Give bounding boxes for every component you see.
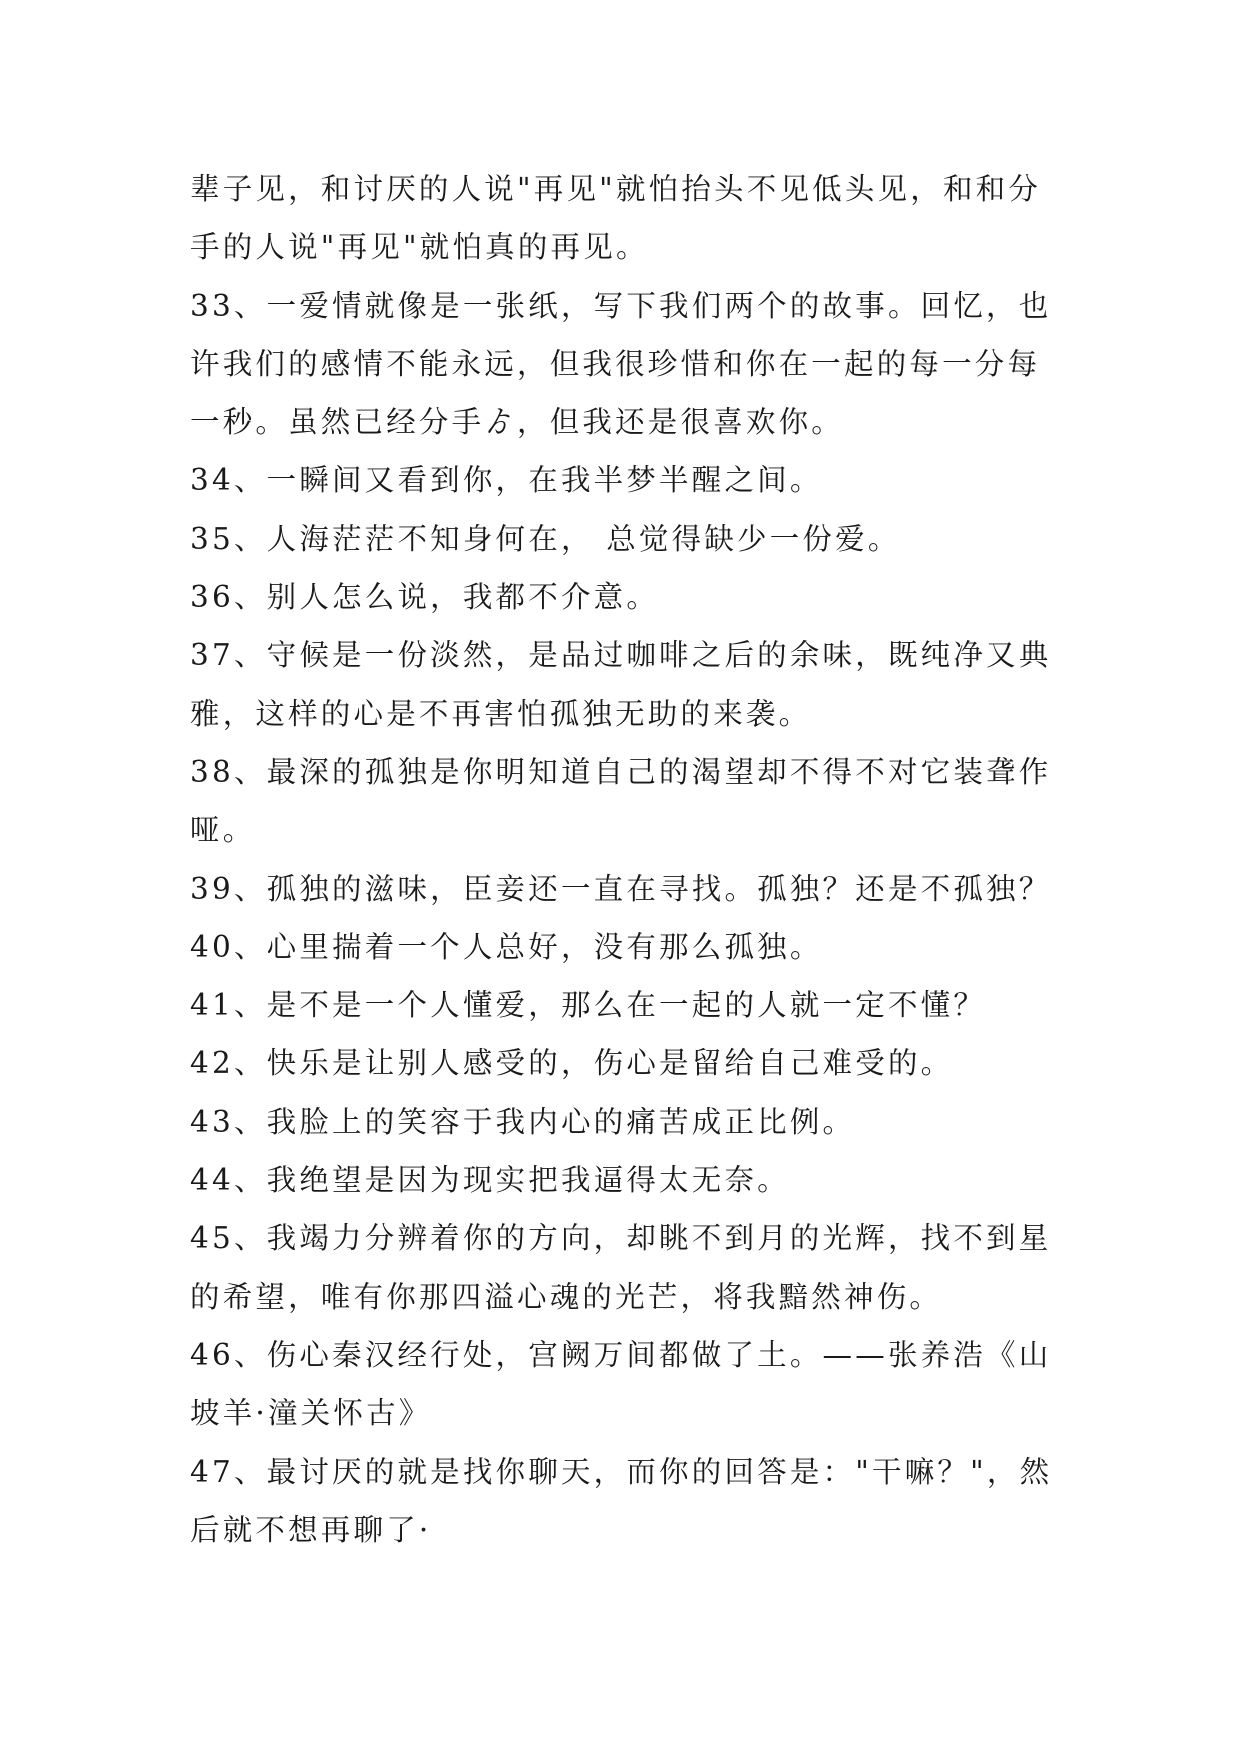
text-line: 46、伤心秦汉经行处，宫阙万间都做了土。——张养浩《山: [190, 1337, 1052, 1372]
text-line: 47、最讨厌的就是找你聊天，而你的回答是："干嘛？"，然: [190, 1454, 1053, 1489]
text-line: 后就不想再聊了·: [190, 1512, 432, 1547]
text-line: 39、孤独的滋味，臣妾还一直在寻找。孤独？还是不孤独？: [190, 871, 1052, 906]
text-line: 34、一瞬间又看到你，在我半梦半醒之间。: [190, 463, 823, 498]
text-line: 雅，这样的心是不再害怕孤独无助的来袭。: [190, 696, 812, 731]
text-line: 42、快乐是让别人感受的，伤心是留给自己难受的。: [190, 1046, 954, 1081]
text-line: 坡羊·潼关怀古》: [190, 1396, 432, 1431]
text-line: 手的人说"再见"就怕真的再见。: [190, 230, 649, 265]
text-line: 38、最深的孤独是你明知道自己的渴望却不得不对它装聋作: [190, 754, 1052, 789]
text-line: 35、人海茫茫不知身何在， 总觉得缺少一份爱。: [190, 521, 901, 556]
text-line: 的希望，唯有你那四溢心魂的光芒，将我黯然神伤。: [190, 1279, 943, 1314]
text-line: 哑。: [190, 813, 256, 848]
text-line: 辈子见，和讨厌的人说"再见"就怕抬头不见低头见，和和分: [190, 172, 1042, 206]
text-line: 43、我脸上的笑容于我内心的痛苦成正比例。: [190, 1104, 856, 1139]
text-line: 45、我竭力分辨着你的方向，却眺不到月的光辉，找不到星: [190, 1221, 1052, 1256]
text-line: 44、我绝望是因为现实把我逼得太无奈。: [190, 1163, 790, 1198]
text-line: 40、心里揣着一个人总好，没有那么孤独。: [190, 929, 823, 964]
document-body: [190, 160, 1060, 1559]
text-line: 41、是不是一个人懂爱，那么在一起的人就一定不懂？: [190, 988, 987, 1023]
text-line: 许我们的感情不能永远，但我很珍惜和你在一起的每一分每: [190, 346, 1041, 381]
text-line: 33、一爱情就像是一张纸，写下我们两个的故事。回忆，也: [190, 288, 1052, 323]
text-line: 37、守候是一份淡然，是品过咖啡之后的余味，既纯净又典: [190, 638, 1052, 673]
text-line: 36、别人怎么说，我都不介意。: [190, 580, 660, 615]
text-line: 一秒。虽然已经分手ゟ，但我还是很喜欢你。: [190, 405, 845, 440]
